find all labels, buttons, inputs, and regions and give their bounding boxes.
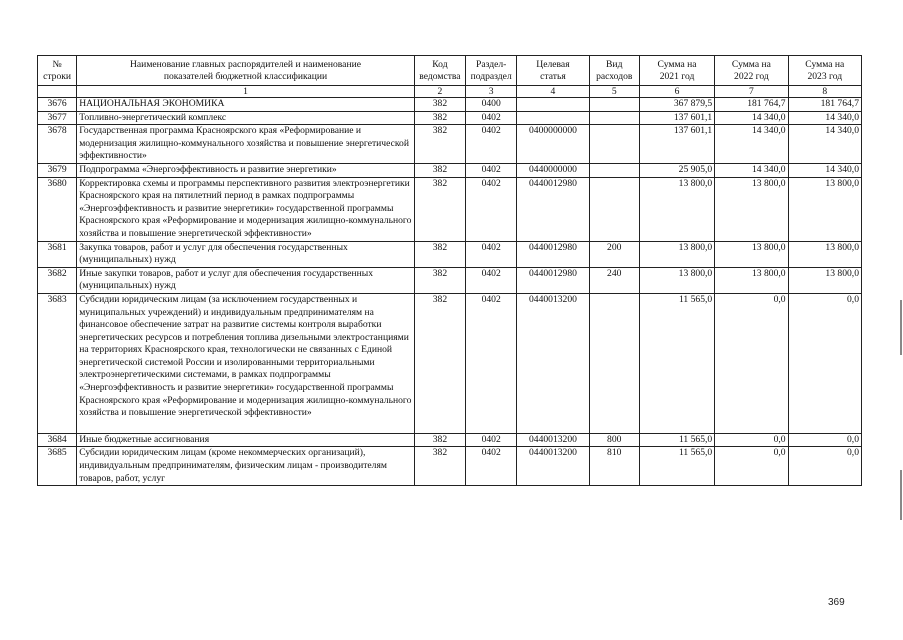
- table-row: [38, 447, 862, 486]
- row-department-code: 382: [414, 447, 465, 486]
- row-sum-2021: 13 800,0: [639, 177, 714, 241]
- row-sum-2022: 0,0: [715, 433, 788, 447]
- row-department-code: 382: [414, 111, 465, 125]
- row-expense-type: [589, 293, 639, 433]
- row-target-article: 0440012980: [517, 241, 589, 267]
- row-section: 0400: [466, 98, 517, 112]
- row-name: Топливно-энергетический комплекс: [77, 111, 415, 125]
- header-row: [38, 56, 862, 86]
- row-target-article: 0440013200: [517, 433, 589, 447]
- row-department-code: 382: [414, 163, 465, 177]
- header-name: Наименование главных распорядителей и наименование показателей бюджетной классификации: [77, 56, 415, 86]
- row-target-article: 0400000000: [517, 125, 589, 164]
- column-index: [38, 86, 77, 98]
- table-row: [38, 293, 862, 433]
- row-number: 3681: [38, 241, 77, 267]
- row-sum-2022: 14 340,0: [715, 111, 788, 125]
- row-sum-2021: 137 601,1: [639, 111, 714, 125]
- row-name: Субсидии юридическим лицам (кроме некоммерческих организаций), индивидуальным предпринимателям, физическим лицам - производителям товаров, работ, услуг: [77, 447, 415, 486]
- row-department-code: 382: [414, 267, 465, 293]
- row-name: Корректировка схемы и программы перспективного развития электроэнергетики Красноярского края на пятилетний период в рамках подпрограммы «Энергоэффективность и развитие энергетики» государственной программы Красноярского края «Реформирование и модернизация жилищно-коммунального хозяйства и повышение энергетической эффективности»: [77, 177, 415, 241]
- row-department-code: 382: [414, 98, 465, 112]
- header-row-number: № строки: [38, 56, 77, 86]
- row-number: 3683: [38, 293, 77, 433]
- row-sum-2023: 13 800,0: [788, 177, 861, 241]
- row-department-code: 382: [414, 177, 465, 241]
- row-name: Иные закупки товаров, работ и услуг для обеспечения государственных (муниципальных) нужд: [77, 267, 415, 293]
- table-row: [38, 241, 862, 267]
- row-number: 3679: [38, 163, 77, 177]
- row-sum-2022: 13 800,0: [715, 241, 788, 267]
- column-index: 3: [466, 86, 517, 98]
- row-sum-2021: 367 879,5: [639, 98, 714, 112]
- budget-table: [37, 55, 862, 486]
- row-department-code: 382: [414, 293, 465, 433]
- table-row: [38, 111, 862, 125]
- table-row: [38, 433, 862, 447]
- row-number: 3680: [38, 177, 77, 241]
- row-name: НАЦИОНАЛЬНАЯ ЭКОНОМИКА: [77, 98, 415, 112]
- header-sum-2021: Сумма на 2021 год: [639, 56, 714, 86]
- row-section: 0402: [466, 241, 517, 267]
- row-expense-type: [589, 125, 639, 164]
- row-target-article: [517, 98, 589, 112]
- row-sum-2022: 14 340,0: [715, 163, 788, 177]
- row-section: 0402: [466, 447, 517, 486]
- row-sum-2021: 25 905,0: [639, 163, 714, 177]
- row-section: 0402: [466, 111, 517, 125]
- row-number: 3684: [38, 433, 77, 447]
- row-sum-2022: 13 800,0: [715, 267, 788, 293]
- row-target-article: 0440013200: [517, 293, 589, 433]
- row-name: Иные бюджетные ассигнования: [77, 433, 415, 447]
- column-index: 8: [788, 86, 861, 98]
- scan-edge-mark: [900, 300, 902, 355]
- row-expense-type: [589, 163, 639, 177]
- row-section: 0402: [466, 293, 517, 433]
- row-name: Подпрограмма «Энергоэффективность и развитие энергетики»: [77, 163, 415, 177]
- page-number: 369: [828, 597, 845, 608]
- row-expense-type: [589, 177, 639, 241]
- row-section: 0402: [466, 433, 517, 447]
- header-department-code: Код ведомства: [414, 56, 465, 86]
- header-target-article: Целевая статья: [517, 56, 589, 86]
- row-number: 3678: [38, 125, 77, 164]
- row-target-article: 0440012980: [517, 267, 589, 293]
- row-sum-2022: 181 764,7: [715, 98, 788, 112]
- column-index: 5: [589, 86, 639, 98]
- row-sum-2023: 0,0: [788, 433, 861, 447]
- row-number: 3682: [38, 267, 77, 293]
- table-row: [38, 98, 862, 112]
- row-expense-type: 200: [589, 241, 639, 267]
- row-department-code: 382: [414, 433, 465, 447]
- row-expense-type: 240: [589, 267, 639, 293]
- header-sum-2023: Сумма на 2023 год: [788, 56, 861, 86]
- row-name: Государственная программа Красноярского края «Реформирование и модернизация жилищно-коммунального хозяйства и повышение энергетической эффективности»: [77, 125, 415, 164]
- row-name: Субсидии юридическим лицам (за исключением государственных и муниципальных учреждений) и индивидуальным предпринимателям на финансовое обеспечение затрат на развитие системы контроля выработки энергетических ресурсов и потребления топлива дизельными электростанциями на территориях Красноярского края, технологически не связанных с Единой энергетической системой России и изолированными территориальными электроэнергетическими системами, в рамках подпрограммы «Энергоэффективность и развитие энергетики» государственной программы Красноярского края «Реформирование и модернизация жилищно-коммунального хозяйства и повышение энергетической эффективности»: [77, 293, 415, 433]
- column-index: 4: [517, 86, 589, 98]
- row-number: 3676: [38, 98, 77, 112]
- row-sum-2022: 13 800,0: [715, 177, 788, 241]
- row-section: 0402: [466, 125, 517, 164]
- table-row: [38, 177, 862, 241]
- row-expense-type: 810: [589, 447, 639, 486]
- row-sum-2023: 0,0: [788, 447, 861, 486]
- row-sum-2023: 14 340,0: [788, 111, 861, 125]
- row-sum-2023: 13 800,0: [788, 267, 861, 293]
- row-sum-2021: 13 800,0: [639, 241, 714, 267]
- column-index: 1: [77, 86, 415, 98]
- row-sum-2023: 13 800,0: [788, 241, 861, 267]
- row-sum-2021: 11 565,0: [639, 447, 714, 486]
- row-name: Закупка товаров, работ и услуг для обеспечения государственных (муниципальных) нужд: [77, 241, 415, 267]
- row-expense-type: [589, 98, 639, 112]
- row-section: 0402: [466, 267, 517, 293]
- row-target-article: 0440012980: [517, 177, 589, 241]
- row-sum-2023: 0,0: [788, 293, 861, 433]
- row-number: 3677: [38, 111, 77, 125]
- column-index-row: [38, 86, 862, 98]
- row-sum-2022: 0,0: [715, 293, 788, 433]
- row-department-code: 382: [414, 241, 465, 267]
- row-sum-2021: 137 601,1: [639, 125, 714, 164]
- table-row: [38, 267, 862, 293]
- header-section: Раздел- подраздел: [466, 56, 517, 86]
- header-sum-2022: Сумма на 2022 год: [715, 56, 788, 86]
- row-target-article: 0440000000: [517, 163, 589, 177]
- header-expense-type: Вид расходов: [589, 56, 639, 86]
- row-expense-type: 800: [589, 433, 639, 447]
- row-sum-2023: 14 340,0: [788, 163, 861, 177]
- row-expense-type: [589, 111, 639, 125]
- row-sum-2023: 181 764,7: [788, 98, 861, 112]
- column-index: 6: [639, 86, 714, 98]
- row-sum-2021: 11 565,0: [639, 433, 714, 447]
- row-department-code: 382: [414, 125, 465, 164]
- scan-edge-mark: [900, 470, 902, 520]
- table-row: [38, 125, 862, 164]
- column-index: 2: [414, 86, 465, 98]
- row-sum-2022: 14 340,0: [715, 125, 788, 164]
- row-section: 0402: [466, 163, 517, 177]
- row-sum-2022: 0,0: [715, 447, 788, 486]
- row-sum-2021: 11 565,0: [639, 293, 714, 433]
- row-sum-2023: 14 340,0: [788, 125, 861, 164]
- row-section: 0402: [466, 177, 517, 241]
- column-index: 7: [715, 86, 788, 98]
- row-number: 3685: [38, 447, 77, 486]
- row-target-article: [517, 111, 589, 125]
- row-sum-2021: 13 800,0: [639, 267, 714, 293]
- row-target-article: 0440013200: [517, 447, 589, 486]
- table-row: [38, 163, 862, 177]
